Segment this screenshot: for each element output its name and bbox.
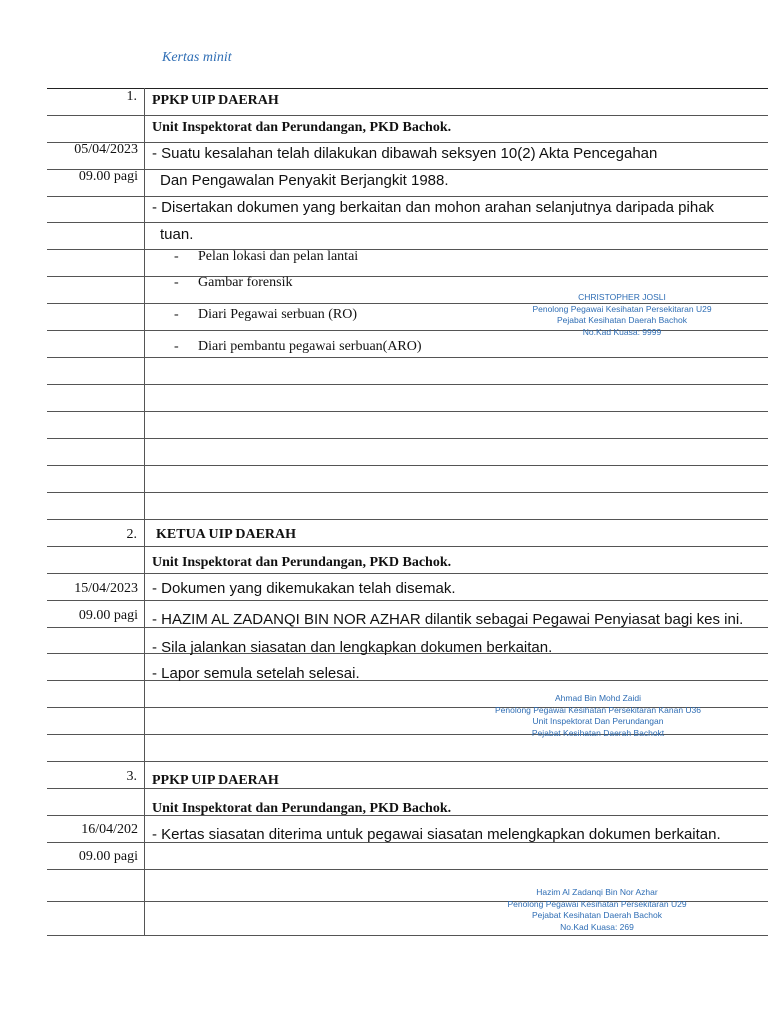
list-item: - Gambar forensik: [174, 275, 293, 290]
entry-date: 05/04/2023: [74, 142, 138, 157]
signature-block: [467, 887, 727, 933]
entry-line: - Sila jalankan siasatan dan lengkapkan dokumen berkaitan.: [152, 639, 553, 656]
signature-name: CHRISTOPHER JOSLI: [578, 292, 666, 302]
entry-line: tuan.: [160, 226, 194, 243]
entry-heading: KETUA UIP DAERAH: [156, 527, 297, 542]
signature-card: No.Kad Kuasa: 269: [560, 921, 634, 932]
entry-time: 09.00 pagi: [78, 849, 138, 864]
signature-office: Pejabat Kesihatan Daerah Bachok: [532, 910, 662, 920]
entry-number: 2.: [126, 527, 137, 542]
entry-number: 1.: [126, 89, 137, 104]
signature-position: Penolong Pegawai Kesihatan Persekitaran U29: [532, 303, 712, 314]
entry-heading: PPKP UIP DAERAH: [152, 93, 279, 108]
entry-number: 3.: [126, 769, 137, 784]
signature-unit: Unit Inspektorat Dan Perundangan: [532, 716, 664, 726]
entry-line: - Lapor semula setelah selesai.: [152, 665, 360, 682]
signature-position: Penolong Pegawai Kesihatan Persekitaran Kanan U36: [494, 704, 702, 715]
entry-time: 09.00 pagi: [78, 608, 138, 623]
signature-block: [492, 292, 752, 338]
signature-block: [468, 693, 728, 739]
entry-line: - Kertas siasatan diterima untuk pegawai siasatan melengkapkan dokumen berkaitan.: [152, 826, 721, 843]
entry-unit: Unit Inspektorat dan Perundangan, PKD Bachok.: [152, 801, 452, 816]
entry-line: Dan Pengawalan Penyakit Berjangkit 1988.: [160, 172, 449, 189]
entry-unit: Unit Inspektorat dan Perundangan, PKD Bachok.: [152, 120, 452, 135]
entry-line: - Disertakan dokumen yang berkaitan dan mohon arahan selanjutnya daripada pihak: [152, 199, 715, 216]
signature-position: Penolong Pegawai Kesihatan Persekitaran U29: [507, 898, 687, 909]
entry-unit: Unit Inspektorat dan Perundangan, PKD Bachok.: [152, 555, 452, 570]
page-title: Kertas minit: [162, 50, 232, 65]
entry-heading: PPKP UIP DAERAH: [152, 773, 279, 788]
signature-name: Ahmad Bin Mohd Zaidi: [555, 693, 641, 703]
entry-line: - Suatu kesalahan telah dilakukan dibawah seksyen 10(2) Akta Pencegahan: [152, 145, 658, 162]
signature-card: No.Kad Kuasa: 9999: [582, 326, 662, 337]
list-item: - Diari pembantu pegawai serbuan(ARO): [174, 339, 422, 354]
entry-date: 15/04/2023: [74, 581, 138, 596]
entry-time: 09.00 pagi: [78, 169, 138, 184]
entry-line: - Dokumen yang dikemukakan telah disemak.: [152, 580, 456, 597]
entry-date: 16/04/202: [81, 822, 138, 837]
list-item: - Diari Pegawai serbuan (RO): [174, 307, 358, 322]
entry-line: - HAZIM AL ZADANQI BIN NOR AZHAR dilantik sebagai Pegawai Penyiasat bagi kes ini.: [152, 611, 744, 628]
list-item: - Pelan lokasi dan pelan lantai: [174, 249, 359, 264]
signature-office: Pejabat Kesihatan Daerah Bachok: [557, 315, 687, 325]
signature-office: Pejabat Kesihatan Daerah Bachokt: [531, 727, 665, 738]
signature-name: Hazim Al Zadanqi Bin Nor Azhar: [536, 887, 658, 897]
